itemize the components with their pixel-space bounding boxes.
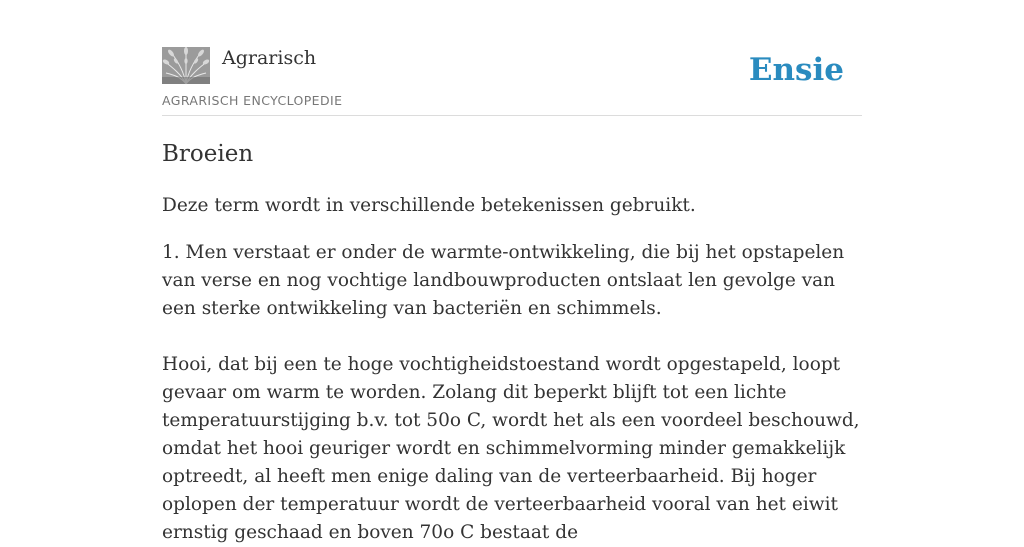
article-paragraph: Hooi, dat bij een te hoge vochtigheidstoestand wordt opgestapeld, loopt gevaar om warm te worden. Zolang dit beperkt blijft tot een lichte temperatuurstijging b.v. tot 50o C, wordt het als een voordeel beschouwd, omdat het hooi geuriger wordt en schimmelvorming minder gemakkelijk optreedt, al heeft men enige daling van de verteerbaarheid. Bij hoger oplopen der temperatuur wordt de verteerbaarheid vooral van het eiwit ernstig geschaad en boven 70o C bestaat de <box>162 354 860 543</box>
brand-logo[interactable]: Ensie <box>748 52 844 88</box>
site-name[interactable]: Agrarisch <box>222 47 317 69</box>
site-header <box>162 0 862 116</box>
article-intro: Deze term wordt in verschillende betekenissen gebruikt. <box>162 195 696 216</box>
site-subtitle: AGRARISCH ENCYCLOPEDIE <box>162 93 343 108</box>
article-paragraph: 1. Men verstaat er onder de warmte-ontwikkeling, die bij het opstapelen van verse en nog vochtige landbouwproducten ontslaat len gevolge van een sterke ontwikkeling van bacteriën en schimmels. <box>162 242 845 319</box>
wheat-icon[interactable] <box>162 47 210 84</box>
article <box>162 136 862 547</box>
article-title: Broeien <box>162 141 254 167</box>
